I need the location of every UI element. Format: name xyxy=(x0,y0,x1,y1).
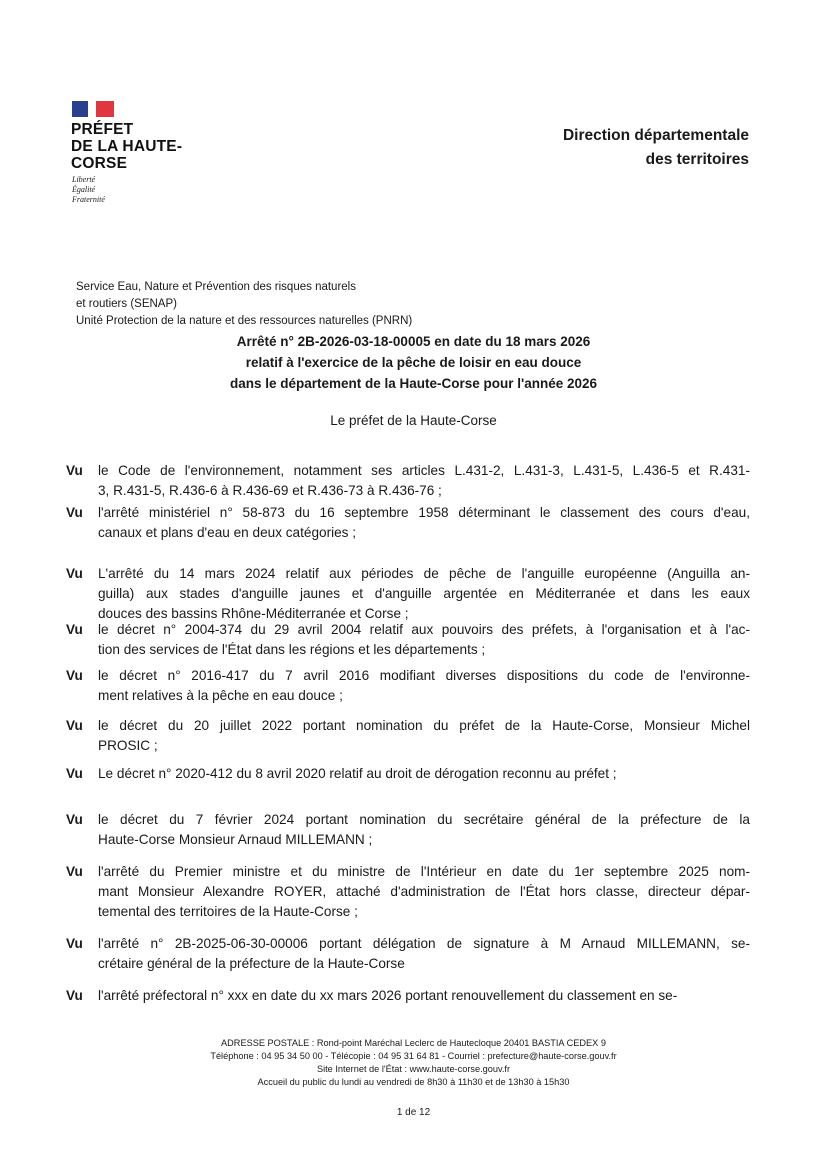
vu-text-line: le décret du 20 juillet 2022 portant nomination du préfet de la Haute-Corse, Monsieur Michel xyxy=(98,718,750,733)
vu-text-line: mant Monsieur Alexandre ROYER, attaché d'administration de l'État hors classe, directeur dépar- xyxy=(98,884,750,899)
vu-text-line: le Code de l'environnement, notamment ses articles L.431-2, L.431-3, L.431-5, L.436-5 et R.431- xyxy=(98,463,750,478)
service-line: Service Eau, Nature et Prévention des risques naturels xyxy=(76,281,356,293)
vu-text xyxy=(98,666,750,706)
vu-text-line: canaux et plans d'eau en deux catégories ; xyxy=(98,525,357,540)
footer-line: Site Internet de l'État : www.haute-corse.gouv.fr xyxy=(316,1064,511,1074)
direction-line: des territoires xyxy=(645,151,749,168)
motto-line: Fraternité xyxy=(72,195,105,204)
vu-clause xyxy=(66,666,750,706)
vu-label: Vu xyxy=(66,864,83,879)
vu-label: Vu xyxy=(66,936,83,951)
vu-label: Vu xyxy=(66,622,83,637)
vu-text-line: Haute-Corse Monsieur Arnaud MILLEMANN ; xyxy=(98,832,373,847)
vu-label: Vu xyxy=(66,463,83,478)
logo-line: CORSE xyxy=(71,155,128,172)
vu-label: Vu xyxy=(66,988,83,1003)
vu-clause xyxy=(66,934,750,974)
motto-line: Égalité xyxy=(72,185,96,194)
vu-text xyxy=(98,620,750,660)
vu-text xyxy=(98,716,750,756)
vu-label: Vu xyxy=(66,566,83,581)
vu-clause xyxy=(66,716,750,756)
decree-title xyxy=(0,331,827,394)
logo-line: DE LA HAUTE- xyxy=(71,138,183,155)
vu-text xyxy=(98,862,750,922)
vu-text-line: le décret n° 2016-417 du 7 avril 2016 modifiant diverses dispositions du code de l'environne- xyxy=(98,668,750,683)
footer-line: Téléphone : 04 95 34 50 00 - Télécopie : 04 95 31 64 81 - Courriel : prefecture@haute-corse.gouv.fr xyxy=(210,1051,617,1061)
vu-text-line: douces des bassins Rhône-Méditerranée et Corse ; xyxy=(98,606,409,621)
vu-text-line: guilla) aux stades d'anguille jaunes et d'anguille argentée en Méditerranée et dans les eaux xyxy=(98,586,750,601)
direction-line: Direction départementale xyxy=(562,127,749,144)
vu-label: Vu xyxy=(66,812,83,827)
vu-text-line: l'arrêté ministériel n° 58-873 du 16 septembre 1958 déterminant le classement des cours d'eau, xyxy=(98,505,750,520)
vu-text-line: le décret n° 2004-374 du 29 avril 2004 relatif aux pouvoirs des préfets, à l'organisation et à l'ac- xyxy=(98,622,750,637)
vu-text xyxy=(98,934,750,974)
title-line: Arrêté n° 2B-2026-03-18-00005 en date du 18 mars 2026 xyxy=(236,334,591,349)
vu-text xyxy=(98,764,750,784)
prefet-heading: Le préfet de la Haute-Corse xyxy=(330,413,497,428)
vu-clause xyxy=(66,503,750,543)
vu-text-line: tion des services de l'État dans les régions et les départements ; xyxy=(98,642,486,657)
vu-text-line: crétaire général de la préfecture de la Haute-Corse xyxy=(98,956,405,971)
vu-text-line: l'arrêté du Premier ministre et du ministre de l'Intérieur en date du 1er septembre 2025 nom- xyxy=(98,864,750,879)
vu-text-line: temental des territoires de la Haute-Corse ; xyxy=(98,904,358,919)
page-number: 1 de 12 xyxy=(396,1107,431,1118)
vu-clause xyxy=(66,862,750,922)
vu-text xyxy=(98,986,750,1006)
footer-address xyxy=(0,1037,827,1089)
service-line: Unité Protection de la nature et des ressources naturelles (PNRN) xyxy=(76,315,413,327)
title-line: relatif à l'exercice de la pêche de loisir en eau douce xyxy=(245,355,582,370)
vu-text xyxy=(98,810,750,850)
vu-label: Vu xyxy=(66,766,83,781)
vu-label: Vu xyxy=(66,668,83,683)
footer-line: ADRESSE POSTALE : Rond-point Maréchal Leclerc de Hautecloque 20401 BASTIA CEDEX 9 xyxy=(221,1038,606,1048)
vu-label: Vu xyxy=(66,718,83,733)
vu-label: Vu xyxy=(66,505,83,520)
vu-text-line: PROSIC ; xyxy=(98,738,158,753)
prefecture-logo-text xyxy=(71,121,182,172)
vu-text xyxy=(98,564,750,624)
vu-text-line: le décret du 7 février 2024 portant nomination du secrétaire général de la préfecture de la xyxy=(98,812,750,827)
vu-clause xyxy=(66,810,750,850)
vu-text-line: 3, R.431-5, R.436-6 à R.436-69 et R.436-73 à R.436-76 ; xyxy=(98,483,442,498)
service-line: et routiers (SENAP) xyxy=(76,298,177,310)
vu-clause xyxy=(66,461,750,501)
service-block xyxy=(76,279,412,330)
vu-clause xyxy=(66,764,750,784)
vu-clause xyxy=(66,986,750,1006)
footer-line: Accueil du public du lundi au vendredi de 8h30 à 11h30 et de 13h30 à 15h30 xyxy=(257,1077,570,1087)
vu-clause xyxy=(66,564,750,624)
vu-text-line: Le décret n° 2020-412 du 8 avril 2020 relatif au droit de dérogation reconnu au préfet ; xyxy=(98,766,617,781)
vu-text xyxy=(98,503,750,543)
marianne-flag-logo xyxy=(72,101,114,117)
vu-text xyxy=(98,461,750,501)
direction-heading xyxy=(563,124,749,172)
vu-text-line: ment relatives à la pêche en eau douce ; xyxy=(98,688,343,703)
vu-text-line: L'arrêté du 14 mars 2024 relatif aux périodes de pêche de l'anguille européenne (Anguilla an- xyxy=(98,566,750,581)
title-line: dans le département de la Haute-Corse pour l'année 2026 xyxy=(229,376,598,391)
republic-motto xyxy=(72,175,105,205)
vu-text-line: l'arrêté n° 2B-2025-06-30-00006 portant délégation de signature à M Arnaud MILLEMANN, se- xyxy=(98,936,750,951)
vu-text-line: l'arrêté préfectoral n° xxx en date du xx mars 2026 portant renouvellement du classement en se- xyxy=(98,988,678,1003)
motto-line: Liberté xyxy=(72,175,96,184)
logo-line: PRÉFET xyxy=(71,121,134,138)
vu-clause xyxy=(66,620,750,660)
